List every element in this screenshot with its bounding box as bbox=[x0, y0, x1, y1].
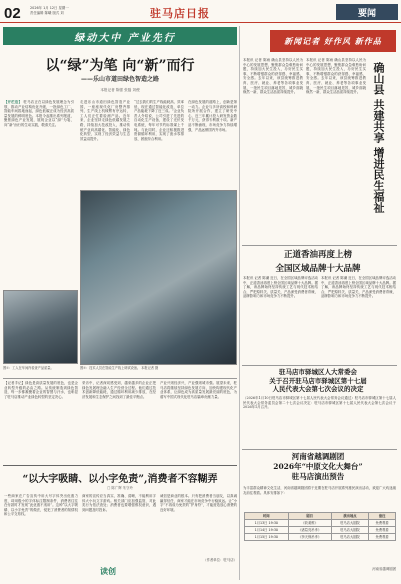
feature-banner-text: 绿动大中 产业先行 bbox=[74, 33, 176, 44]
feature-body-col3: 在绿色发展的道路上，创新是第一动力。企业与多所高校和科研院所开展合作，建立了研发中心，近三年累计投入研发资金数千万元，获得专利数十项。新产品不断涌现，市场竞争力持续增强，产品远销国内外市场。 bbox=[188, 100, 237, 132]
feature-bottom-col3: 产业兴则经济兴，产业强则城市强。展望未来，驻马店将继续坚持绿色发展方向，加快构建现代化产业体系，让绿色成为高质量发展最亮丽的底色，为谱写中国式现代化驻马店篇章贡献力量。 bbox=[160, 381, 237, 399]
table-cell: 1月15日 19:30 bbox=[245, 534, 289, 541]
lead-text: 驻马店正在以绿色发展理念为引领，推动产业结构优化升级，一批绿色工厂、智能车间拔地而起，绿色低碳正成为经济高质量发展的鲜明底色。本报今起推出系列报道，聚焦绿色产业发展，展现企业以“绿”为笔、向“新”而行的生动实践，敬请关注。 bbox=[4, 100, 74, 127]
commentary-col1: 一些商家在广告宣传中用大号字体突出优惠力度，却用极小的字体标注限制条件，消费者往往在付款时才发现“此优惠不适用”。这种“以大字吸睛、以小字免责”的做法，侵犯了消费者的知情权和公平交易权。 bbox=[4, 494, 78, 517]
feature-bottom-col1: 【记者手记】绿色是高质量发展的底色，也是企业转型升级的必由之路。从传统制造到绿色智造，每一步都凝聚着企业的智慧与汗水，也彰显了驻马店推动产业绿色转型的坚定决心。 bbox=[4, 381, 78, 399]
commentary-signature: （作者单位：驻马店） bbox=[203, 558, 237, 562]
commentary-byline: □ 陈广辉 朱守玲 bbox=[107, 486, 133, 490]
news2-headline-1: 正道香油再度上榜 bbox=[283, 250, 352, 260]
table-cell: 免费观看 bbox=[369, 520, 396, 527]
news2-headline-2: 全国区域品牌十大品牌 bbox=[275, 264, 361, 274]
section-label: 要闻 bbox=[336, 4, 398, 20]
table-header-cell: 演出地点 bbox=[331, 513, 369, 520]
feature-headline: 以“绿”为笔 向“新”而行 bbox=[45, 58, 195, 74]
news2-divider bbox=[242, 245, 397, 246]
feature-bottom-col2: 采访中，记者深切感受到，越来越多的企业正把绿色发展理念融入生产经营全过程。他们通过技术创新降低能耗，通过循环利用减少排放，在经济发展和生态保护之间找到了最佳平衡点。 bbox=[82, 381, 156, 399]
news2-body-b: 本报讯 记者 陈谦 近日，在全国区域品牌评选活动中，正道香油再度上榜全国区域品牌十大品牌。据了解，该品牌始终坚持传统工艺与现代技术相结合，严把原料关、质量关，产品深受消费者青睐，品牌影响力和市场竞争力不断提升。 bbox=[321, 276, 396, 299]
news4-headline: 河南省越调剧团 2026年“中原文化大舞台” 驻马店演出预告 bbox=[273, 452, 363, 481]
feature-lead bbox=[4, 100, 74, 290]
performance-schedule-table bbox=[244, 512, 396, 541]
news3-divider bbox=[242, 365, 397, 366]
feature-body-col1: 走进乐山市道田绿色智造产业园，一座座现代化厂房整齐排列，生产线上机械臂有序运转，工人们正忙着检测产品。近年来，企业坚持走绿色低碳发展之路，持续加大技改投入，推动传统产业向高端化、智能化、绿色化转型，实现了经济效益与生态效益双提升。 bbox=[80, 100, 130, 141]
table-header-cell: 时间 bbox=[245, 513, 289, 520]
table-cell: 驻马店大剧院 bbox=[331, 534, 369, 541]
table-cell: 《诸葛亮吊孝》 bbox=[288, 527, 331, 534]
factory-photo-2 bbox=[80, 190, 237, 365]
news2-body-a: 本报讯 记者 陈谦 近日，在全国区域品牌评选活动中，正道香油再度上榜全国区域品牌十大品牌。据了解，该品牌始终坚持传统工艺与现代技术相结合，严把原料关、质量关，产品深受消费者青睐，品牌影响力和市场竞争力不断提升。 bbox=[243, 276, 318, 299]
news3-headline: 驻马店市驿城区人大常委会 关于召开驻马店市驿城区第十七届 人民代表大会第七次会议的决定 bbox=[269, 368, 367, 393]
table-row bbox=[245, 520, 396, 527]
header-rule bbox=[0, 22, 401, 23]
lead-label: 【开栏语】 bbox=[4, 100, 23, 104]
table-header-row bbox=[245, 513, 396, 520]
table-cell: 1月13日 19:30 bbox=[245, 520, 289, 527]
feature-body-col2: “过去我们的生产线能耗高、效率低，现在通过智能化改造，单位产品能耗下降了近三成。”企业负责人介绍说，公司引进了先进的自动化生产设备，建设了光伏发电系统，每年可节约标准煤上千吨。与此同时，企业还积极推进资源循环利用，实现了废水零排放、固废综合利用。 bbox=[134, 100, 184, 141]
news3-body: （2026年1月10日驻马店市驿城区第十七届人民代表大会常务会议通过）驻马店市驿城区第十七届人民代表大会常务委员会第二十七次会议决定：驻马店市驿城区第十七届人民代表大会第七次会议于2026年1月召开。 bbox=[243, 396, 396, 410]
issue-editor: 责任编辑 陈曦 版式 刘 bbox=[30, 10, 64, 15]
slogan-banner: 新闻记者 好作风 新作品 bbox=[270, 30, 396, 52]
news1-body-a: 本报讯 记者 陈雨 确山县坚持以人民为中心的发展思想，聚焦群众急难愁盼问题，持续加大民生投入，办好民生实事，不断增强群众的获得感、幸福感、安全感。去年以来，该县统筹推进教育、医疗、就业、养老等各项事业发展，一批民生项目落地见效，城乡面貌焕然一新，群众生活品质持续提升。 bbox=[243, 58, 303, 95]
table-cell: 驻马店大剧院 bbox=[331, 520, 369, 527]
table-header-cell: 备注 bbox=[369, 513, 396, 520]
table-row bbox=[245, 534, 396, 541]
feature-divider bbox=[3, 378, 237, 379]
table-footnote: 河南省越调剧团 bbox=[372, 567, 396, 571]
table-row bbox=[245, 527, 396, 534]
commentary-col2: 商家的宣传应当真实、准确、清晰，不能利用字体大小玩文字游戏。相关部门应加强监管，对此类行为依法查处；消费者也要增强维权意识，遇到问题及时投诉。 bbox=[82, 494, 156, 512]
table-cell: 免费观看 bbox=[369, 534, 396, 541]
feature-subhead: ——乐山市道田绿色智造之路 bbox=[80, 76, 159, 83]
commentary-title: “以大字吸睛、以小字免责”,消费者不容糊弄 bbox=[22, 474, 218, 485]
footer-logo: 读创 bbox=[100, 567, 116, 576]
table-cell: 驻马店大剧院 bbox=[331, 527, 369, 534]
commentary-divider bbox=[3, 465, 237, 466]
photo-caption-left: 图①：工人在车间内检查产品质量。 bbox=[3, 366, 54, 370]
news1-body-b: 本报讯 记者 陈雨 确山县坚持以人民为中心的发展思想，聚焦群众急难愁盼问题，持续加大民生投入，办好民生实事，不断增强群众的获得感、幸福感、安全感。去年以来，该县统筹推进教育、医疗、就业、养老等各项事业发展，一批民生项目落地见效，城乡面貌焕然一新，群众生活品质持续提升。 bbox=[306, 58, 366, 95]
table-cell: 免费观看 bbox=[369, 527, 396, 534]
news4-body: 为丰富群众精神文化生活，河南省越调剧团将于近期在驻马店开展系列惠民演出活动，欢迎广大戏迷朋友前往观看。具体安排如下： bbox=[243, 486, 396, 495]
commentary-col3: 诚信是商业的根本。只有把消费者当朋友，以真诚赢得信任，商家才能在市场竞争中行稳致远。让“小字”不再成为免责的“护身符”，才能营造放心消费的良好环境。 bbox=[160, 494, 237, 512]
table-cell: 《收姜维》 bbox=[288, 520, 331, 527]
issue-date: 2026年 1月 12日 星期一 bbox=[30, 6, 69, 10]
page-number: 02 bbox=[4, 5, 21, 22]
factory-photo-1 bbox=[3, 290, 78, 364]
column-separator bbox=[239, 26, 240, 580]
news4-divider bbox=[242, 449, 397, 450]
issue-meta bbox=[30, 6, 69, 15]
masthead: 驻马店日报 bbox=[150, 7, 210, 20]
feature-byline: 本报记者 陈强 张磊 刘俊 bbox=[100, 88, 140, 92]
news1-vertical-headline: 确山县 共建共享 增进民生福祉 bbox=[372, 62, 385, 213]
photo-caption-right: 图②：技术人员在智能生产线上调试设备。 本报记者 摄 bbox=[80, 366, 159, 370]
table-cell: 《李天保吊孝》 bbox=[288, 534, 331, 541]
table-cell: 1月14日 19:30 bbox=[245, 527, 289, 534]
table-header-cell: 剧目 bbox=[288, 513, 331, 520]
